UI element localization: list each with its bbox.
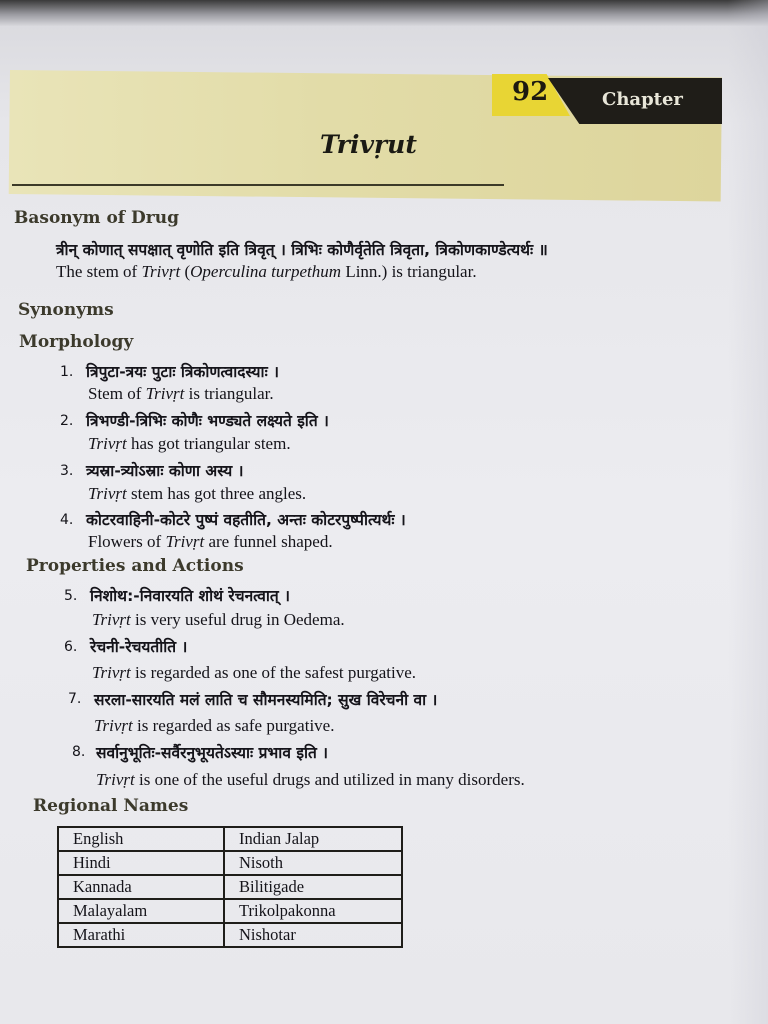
chapter-number: 92	[512, 77, 549, 107]
language-cell: Malayalam	[58, 899, 224, 923]
basonym-english-mid: (	[180, 262, 191, 281]
language-cell: Marathi	[58, 923, 224, 947]
language-cell: Hindi	[58, 851, 224, 875]
item-drug-name: Trivṛt	[96, 770, 135, 789]
morphology-item-sanskrit: त्र्यस्रा-त्र्योऽस्राः कोणा अस्य ।	[86, 462, 244, 480]
morphology-item-english	[88, 434, 291, 454]
table-row	[58, 851, 402, 875]
item-drug-name: Trivṛt	[88, 484, 127, 503]
table-row	[58, 875, 402, 899]
regional-names-table	[57, 826, 403, 948]
item-text-pre: Stem of	[88, 384, 146, 403]
chapter-badge	[492, 74, 722, 126]
property-item-english	[96, 770, 525, 790]
table-row	[58, 923, 402, 947]
item-drug-name: Trivṛt	[92, 610, 131, 629]
regional-name-cell: Trikolpakonna	[224, 899, 402, 923]
morphology-item-number: 2.	[60, 413, 74, 429]
basonym-sanskrit: त्रीन् कोणात् सपक्षात् वृणोति इति त्रिवृत् । त्रिभिः कोणैर्वृतेति त्रिवृता, त्रिकोणकाण्डेत्यर्थः ॥	[56, 241, 548, 259]
morphology-item-english	[88, 484, 306, 504]
item-text-post: is regarded as one of the safest purgative.	[130, 663, 417, 682]
item-text-post: is triangular.	[184, 384, 274, 403]
page-edge-shadow	[728, 0, 768, 1024]
property-item-number: 6.	[64, 639, 78, 655]
basonym-heading: Basonym of Drug	[14, 208, 179, 228]
basonym-english-pre: The stem of	[56, 262, 142, 281]
property-item-english	[94, 716, 334, 736]
item-text-pre: Flowers of	[88, 532, 166, 551]
item-text-post: stem has got three angles.	[126, 484, 307, 503]
item-text-post: is very useful drug in Oedema.	[130, 610, 345, 629]
language-cell: Kannada	[58, 875, 224, 899]
property-item-english	[92, 610, 345, 630]
item-text-post: is one of the useful drugs and utilized in many disorders.	[134, 770, 525, 789]
page-title: Trivṛut	[320, 130, 417, 159]
property-item-number: 5.	[64, 588, 78, 604]
chapter-label: Chapter	[602, 89, 683, 110]
regional-names-heading: Regional Names	[33, 796, 189, 816]
morphology-item-english	[88, 532, 333, 552]
basonym-english-post: Linn.) is triangular.	[341, 262, 477, 281]
banner-underline	[12, 184, 504, 186]
basonym-drug-name: Trivṛt	[141, 262, 181, 281]
item-drug-name: Trivṛt	[165, 532, 205, 551]
morphology-item-number: 1.	[60, 364, 74, 380]
property-item-english	[92, 663, 416, 683]
item-text-post: is regarded as safe purgative.	[132, 716, 335, 735]
regional-name-cell: Nisoth	[224, 851, 402, 875]
property-item-number: 7.	[68, 691, 82, 707]
property-item-sanskrit: निशोथ:-निवारयति शोथं रेचनत्वात् ।	[90, 587, 291, 605]
table-row	[58, 827, 402, 851]
property-item-number: 8.	[72, 744, 86, 760]
morphology-item-english	[88, 384, 274, 404]
property-item-sanskrit: सरला-सारयति मलं लाति च सौमनस्यमिति; सुख विरेचनी वा ।	[94, 691, 438, 709]
basonym-botanical-name: Operculina turpethum	[190, 262, 342, 281]
property-item-sanskrit: सर्वानुभूतिः-सर्वैरनुभूयतेऽस्याः प्रभाव इति ।	[96, 744, 329, 762]
synonyms-heading: Synonyms	[18, 300, 114, 320]
morphology-item-number: 3.	[60, 463, 74, 479]
regional-name-cell: Nishotar	[224, 923, 402, 947]
item-drug-name: Trivṛt	[145, 384, 185, 403]
item-drug-name: Trivṛt	[92, 663, 131, 682]
properties-heading: Properties and Actions	[26, 556, 244, 576]
regional-name-cell: Indian Jalap	[224, 827, 402, 851]
property-item-sanskrit: रेचनी-रेचयतीति ।	[90, 638, 188, 656]
morphology-item-sanskrit: त्रिभण्डी-त्रिभिः कोणैः भण्ड्यते लक्ष्यते इति ।	[86, 412, 329, 430]
morphology-heading: Morphology	[19, 332, 134, 352]
item-drug-name: Trivṛt	[88, 434, 127, 453]
regional-name-cell: Bilitigade	[224, 875, 402, 899]
table-row	[58, 899, 402, 923]
morphology-item-sanskrit: त्रिपुटा-त्रयः पुटाः त्रिकोणत्वादस्याः ।	[86, 363, 279, 381]
basonym-english	[56, 262, 477, 282]
page-fold-shadow	[0, 0, 768, 26]
language-cell: English	[58, 827, 224, 851]
item-drug-name: Trivṛt	[94, 716, 133, 735]
item-text-post: has got triangular stem.	[126, 434, 291, 453]
item-text-post: are funnel shaped.	[204, 532, 333, 551]
morphology-item-number: 4.	[60, 512, 74, 528]
morphology-item-sanskrit: कोटरवाहिनी-कोटरे पुष्पं वहतीति, अन्तः कोटरपुष्पीत्यर्थः ।	[86, 511, 406, 529]
